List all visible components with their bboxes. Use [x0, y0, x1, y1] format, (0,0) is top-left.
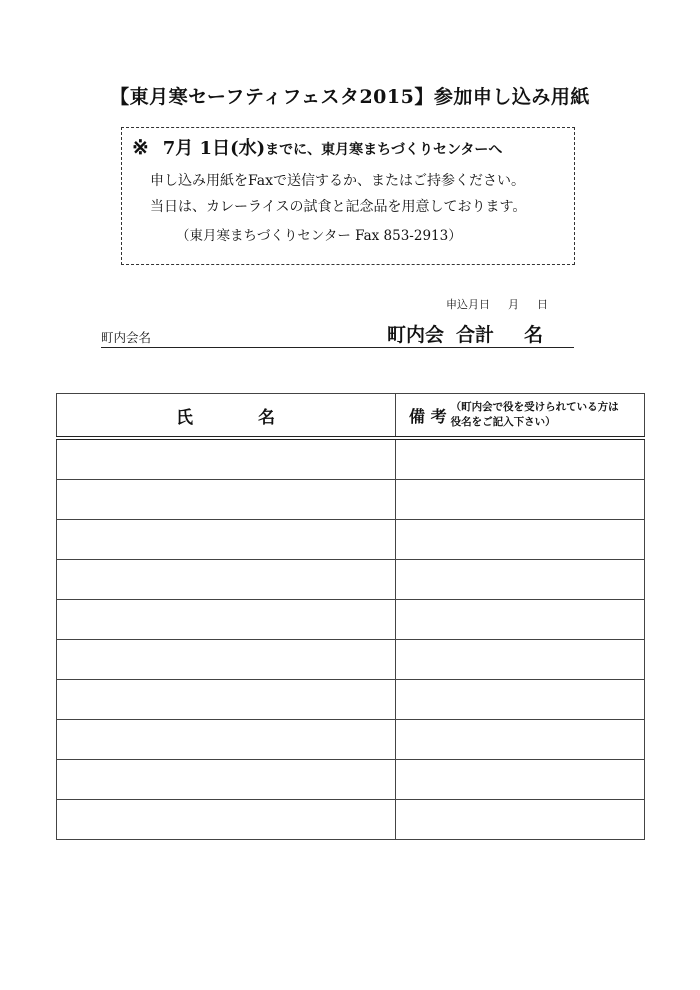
- remarks-cell[interactable]: [396, 560, 645, 600]
- association-total: [387, 320, 543, 347]
- table-header-row: [57, 394, 645, 439]
- remarks-cell[interactable]: [396, 720, 645, 760]
- name-cell[interactable]: [57, 560, 396, 600]
- remarks-cell[interactable]: [396, 680, 645, 720]
- name-cell[interactable]: [57, 480, 396, 520]
- table-row: [57, 680, 645, 720]
- deadline-destination: までに、東月寒まちづくりセンターへ: [265, 142, 503, 158]
- association-total-unit: 名: [524, 324, 544, 346]
- name-cell[interactable]: [57, 600, 396, 640]
- remarks-cell[interactable]: [396, 800, 645, 840]
- table-row: [57, 760, 645, 800]
- table-row: [57, 640, 645, 680]
- remarks-cell[interactable]: [396, 520, 645, 560]
- table-row: [57, 480, 645, 520]
- notice-submission-method: 申し込み用紙をFaxで送信するか、またはご持参ください。: [150, 173, 526, 189]
- application-month-label: 月: [508, 298, 519, 311]
- table-row: [57, 560, 645, 600]
- form-title: 【東月寒セーフティフェスタ2015】参加申し込み用紙: [110, 86, 590, 108]
- notice-box: [121, 127, 575, 265]
- association-total-prefix: 町内会: [387, 324, 445, 346]
- table-row: [57, 520, 645, 560]
- name-cell[interactable]: [57, 520, 396, 560]
- header-remarks: [396, 394, 645, 439]
- application-date-label: 申込月日: [446, 298, 490, 311]
- header-remarks-note: （町内会で役を受けられている方は役名をご記入下さい）: [450, 401, 619, 428]
- table-row: [57, 800, 645, 840]
- deadline-date: 7月 1日(水): [162, 138, 266, 159]
- name-cell[interactable]: [57, 800, 396, 840]
- association-total-label: 合計: [456, 324, 495, 346]
- name-cell[interactable]: [57, 720, 396, 760]
- remarks-cell[interactable]: [396, 640, 645, 680]
- remarks-cell[interactable]: [396, 760, 645, 800]
- name-cell[interactable]: [57, 680, 396, 720]
- table-row: [57, 720, 645, 760]
- participant-table: [56, 393, 645, 840]
- remarks-cell[interactable]: [396, 438, 645, 480]
- notice-fax-number: （東月寒まちづくりセンター Fax 853-2913）: [176, 228, 462, 244]
- name-cell[interactable]: [57, 640, 396, 680]
- association-field[interactable]: [101, 320, 574, 348]
- header-name: 氏 名: [57, 394, 396, 439]
- table-row: [57, 600, 645, 640]
- application-date-field[interactable]: [446, 296, 566, 312]
- name-cell[interactable]: [57, 438, 396, 480]
- reference-mark-icon: ※: [132, 135, 149, 159]
- application-day-label: 日: [537, 298, 548, 311]
- remarks-cell[interactable]: [396, 600, 645, 640]
- name-cell[interactable]: [57, 760, 396, 800]
- header-remarks-label: 備 考: [409, 406, 447, 426]
- table-row: [57, 438, 645, 480]
- remarks-cell[interactable]: [396, 480, 645, 520]
- association-name-label: 町内会名: [101, 330, 152, 345]
- notice-deadline-line: [132, 134, 502, 160]
- notice-event-info: 当日は、カレーライスの試食と記念品を用意しております。: [150, 199, 527, 215]
